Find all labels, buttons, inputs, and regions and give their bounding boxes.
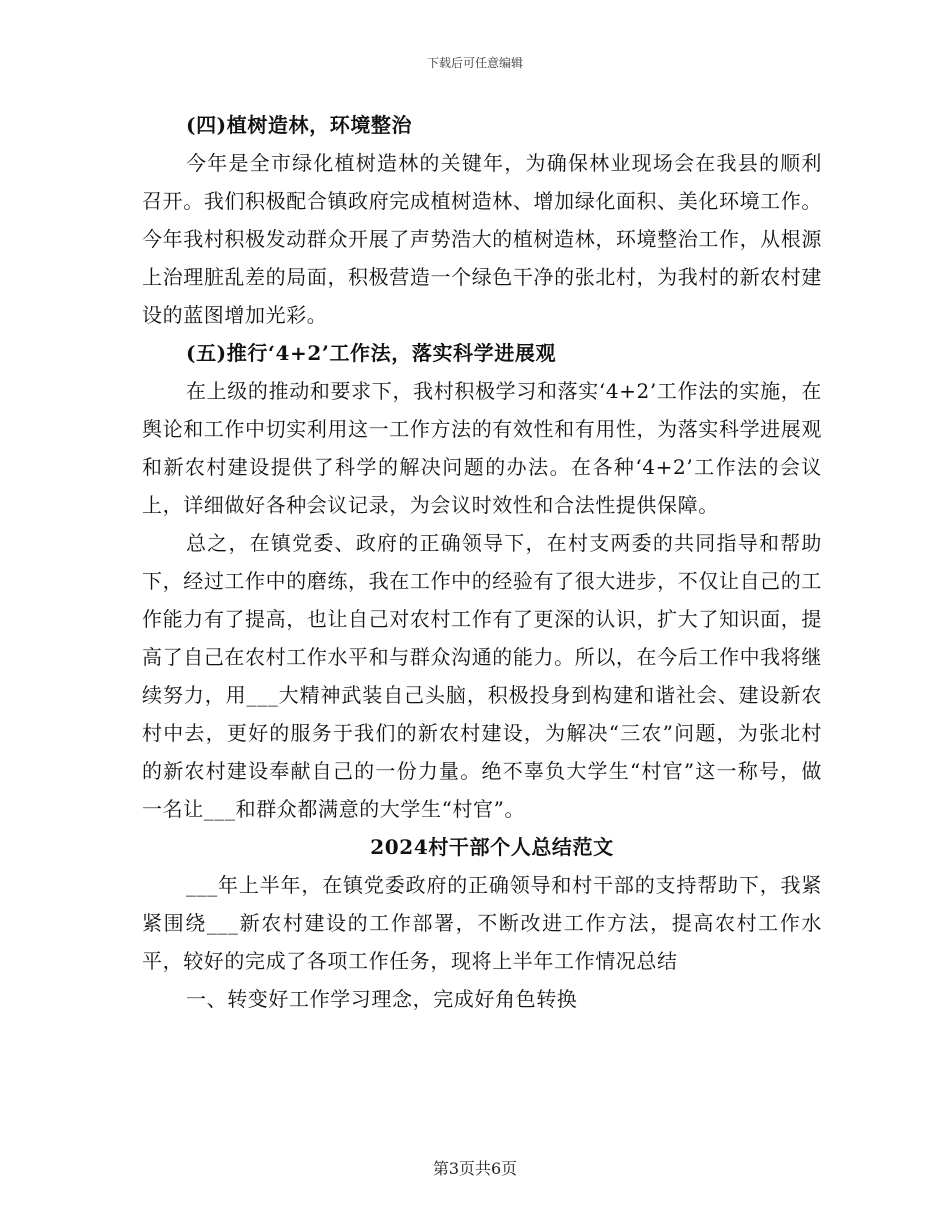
section-heading-4: (四)植树造林，环境整治 bbox=[186, 113, 413, 137]
page-footer: 第3页共6页 bbox=[432, 1159, 518, 1178]
document-title: 2024村干部个人总结范文 bbox=[370, 835, 614, 859]
section-heading-5: (五)推行‘4+2’工作法，落实科学进展观 bbox=[186, 341, 557, 365]
paragraph: ___年上半年，在镇党委政府的正确领导和村干部的支持帮助下，我紧紧围绕___新农村建设的工作部署，不断改进工作方法，提高农村工作水平，较好的完成了各项工作任务，现将上半年工作情况总结 bbox=[142, 873, 822, 973]
paragraph: 在上级的推动和要求下，我村积极学习和落实‘4+2’工作法的实施，在舆论和工作中切实利用这一工作方法的有效性和有用性，为落实科学进展观和新农村建设提供了科学的解决问题的办法。在各种‘4+2’工作法的会议上，详细做好各种会议记录，为会议时效性和合法性提供保障。 bbox=[142, 379, 822, 517]
paragraph: 今年是全市绿化植树造林的关键年，为确保林业现场会在我县的顺利召开。我们积极配合镇政府完成植树造林、增加绿化面积、美化环境工作。今年我村积极发动群众开展了声势浩大的植树造林，环境整治工作，从根源上治理脏乱差的局面，积极营造一个绿色干净的张北村，为我村的新农村建设的蓝图增加光彩。 bbox=[142, 151, 822, 327]
paragraph: 总之，在镇党委、政府的正确领导下，在村支两委的共同指导和帮助下，经过工作中的磨练，我在工作中的经验有了很大进步，不仅让自己的工作能力有了提高，也让自己对农村工作有了更深的认识，扩大了知识面，提高了自己在农村工作水平和与群众沟通的能力。所以，在今后工作中我将继续努力，用___大精神武装自己头脑，积极投身到构建和谐社会、建设新农村中去，更好的服务于我们的新农村建设，为解决“三农”问题，为张北村的新农村建设奉献自己的一份力量。绝不辜负大学生“村官”这一称号，做一名让___和群众都满意的大学生“村官”。 bbox=[142, 531, 822, 821]
list-item-heading: 一、转变好工作学习理念，完成好角色转换 bbox=[186, 987, 578, 1011]
document-body bbox=[142, 106, 822, 1018]
page-header: 下载后可任意编辑 bbox=[426, 56, 523, 70]
